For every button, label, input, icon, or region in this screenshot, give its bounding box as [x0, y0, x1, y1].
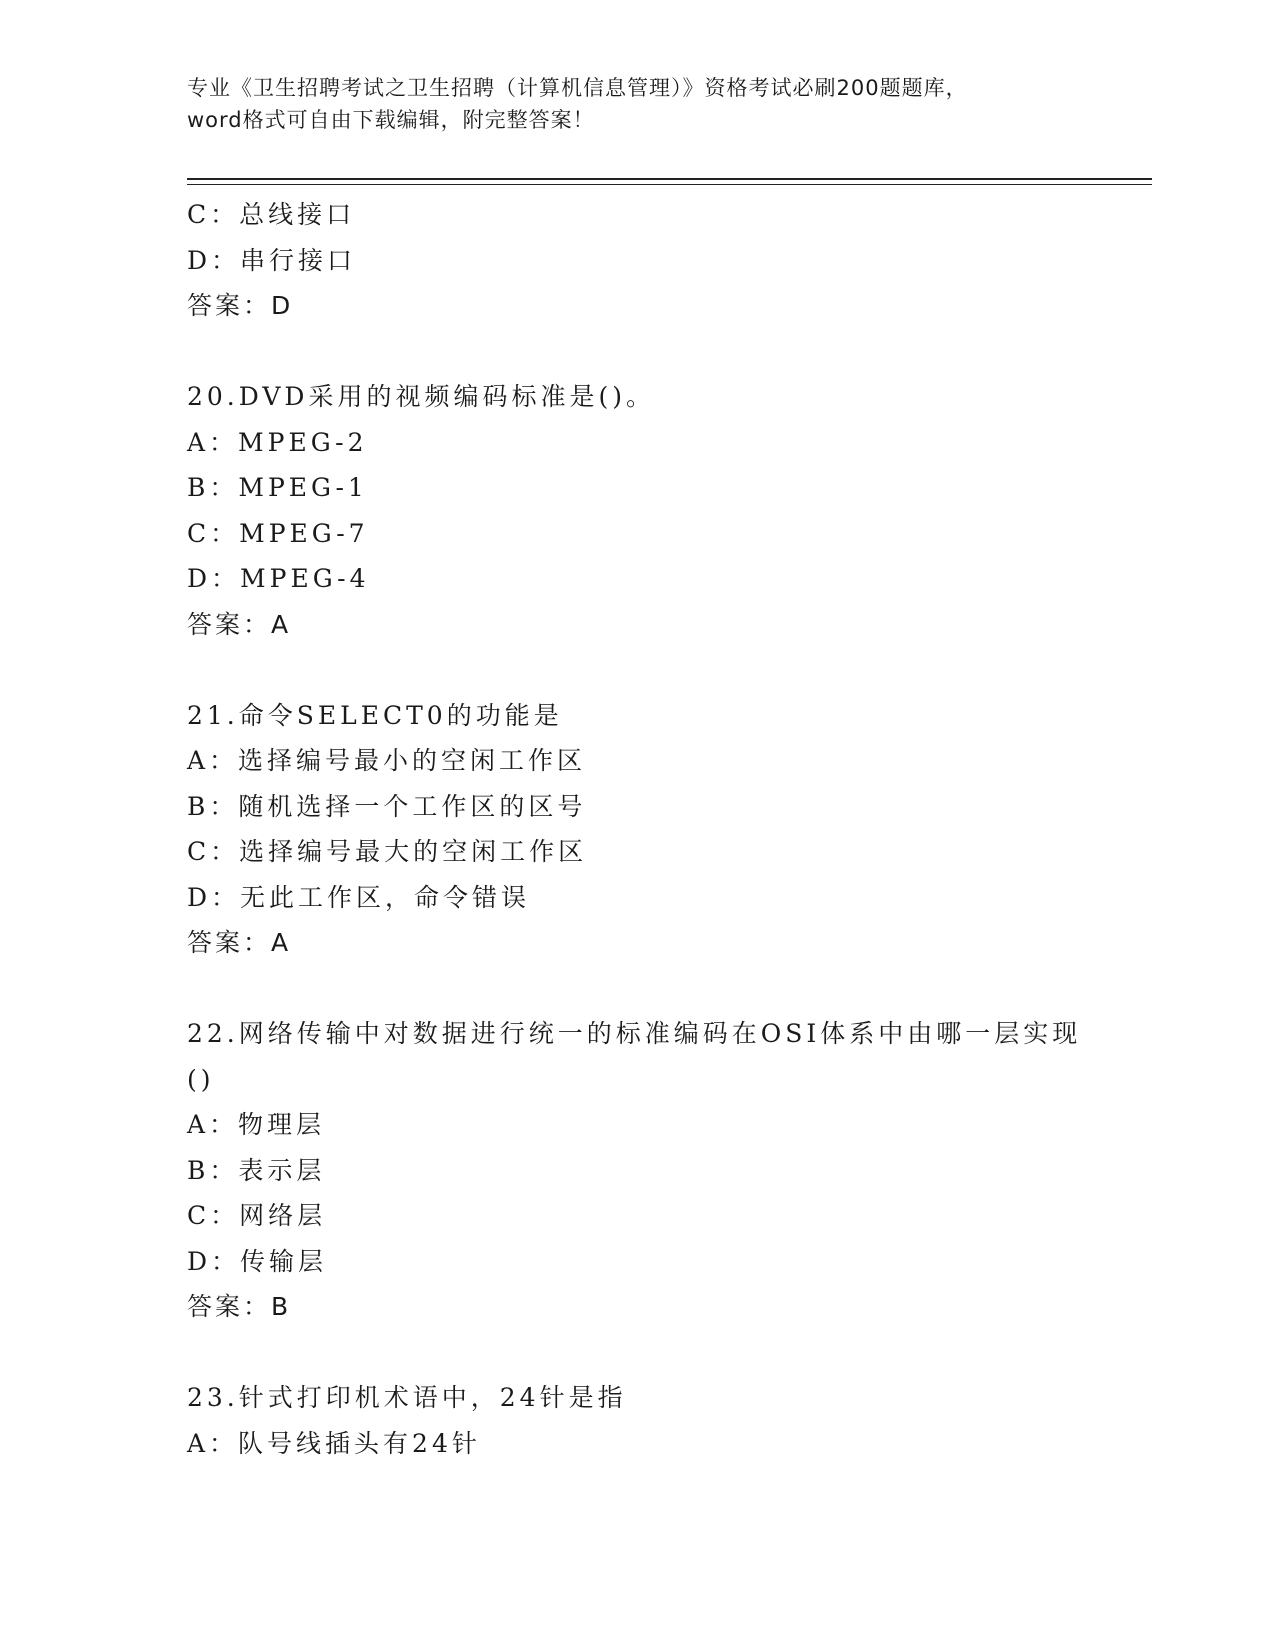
q21-answer: 答案：A — [187, 928, 292, 957]
q19-answer: 答案：D — [187, 291, 294, 320]
header-divider-thin — [187, 184, 1152, 185]
spacer — [187, 647, 1147, 693]
q22-stem-line-1: 22.网络传输中对数据进行统一的标准编码在OSI体系中由哪一层实现 — [187, 1019, 1082, 1048]
spacer — [187, 1330, 1147, 1376]
q21-option-b: B：随机选择一个工作区的区号 — [187, 791, 587, 821]
header-title-line-2: word格式可自由下载编辑，附完整答案！ — [187, 108, 595, 132]
header-title-line-1: 专业《卫生招聘考试之卫生招聘（计算机信息管理）》资格考试必刷200题题库， — [187, 76, 968, 100]
q21-option-a: A：选择编号最小的空闲工作区 — [187, 746, 587, 775]
q20-option-a: A：MPEG-2 — [187, 427, 368, 457]
q21-option-c: C：选择编号最大的空闲工作区 — [187, 837, 588, 866]
q22-option-b: B：表示层 — [187, 1155, 326, 1185]
q20-option-b: B：MPEG-1 — [187, 473, 368, 502]
q22-answer: 答案：B — [187, 1292, 292, 1321]
header-divider-thick — [187, 178, 1152, 180]
q22-option-d: D：传输层 — [187, 1246, 328, 1276]
question-list — [187, 192, 1147, 1466]
q20-stem: 20.DVD采用的视频编码标准是()。 — [187, 382, 655, 411]
q22-option-a: A：物理层 — [187, 1110, 326, 1139]
q21-option-d: D：无此工作区，命令错误 — [187, 882, 531, 912]
spacer — [187, 329, 1147, 375]
q20-answer: 答案：A — [187, 609, 292, 639]
document-header — [187, 72, 1087, 136]
q23-option-a: A：队号线插头有24针 — [187, 1428, 481, 1458]
q20-option-d: D：MPEG-4 — [187, 564, 370, 593]
q19-option-c: C：总线接口 — [187, 200, 356, 229]
q22-option-c: C：网络层 — [187, 1201, 327, 1230]
spacer — [187, 966, 1147, 1012]
q23-stem: 23.针式打印机术语中，24针是指 — [187, 1383, 627, 1412]
q19-option-d: D：串行接口 — [187, 245, 357, 275]
q20-option-c: C：MPEG-7 — [187, 518, 369, 548]
q22-stem-line-2: () — [187, 1064, 215, 1094]
q21-stem: 21.命令SELECT0的功能是 — [187, 700, 563, 730]
